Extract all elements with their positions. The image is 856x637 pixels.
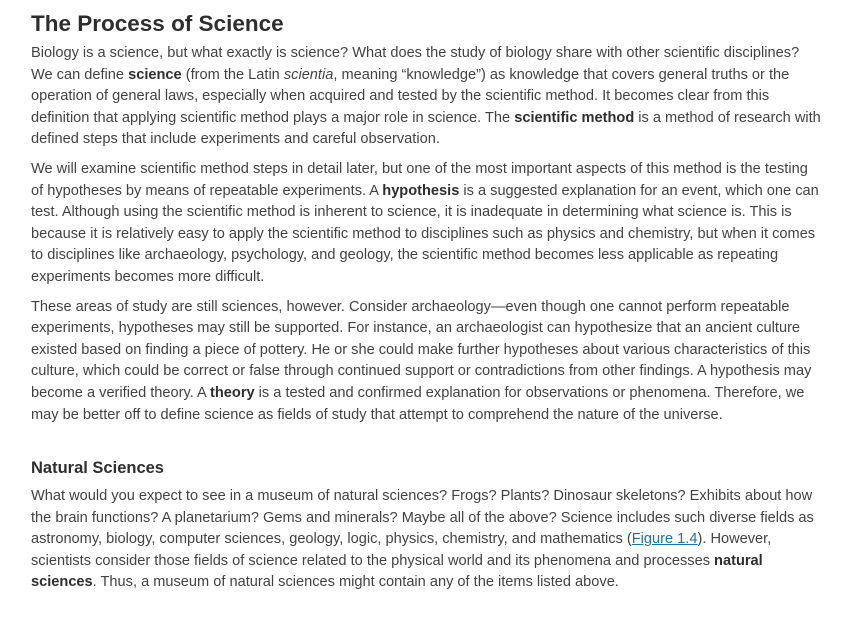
term-science: science xyxy=(128,66,182,83)
text: Biology is a science, but what exactly is science? What does the study of biology share with other scientific disciplines? We can define xyxy=(31,45,800,83)
paragraph-theory xyxy=(31,297,821,427)
text: These areas of study are still sciences, however. Consider archaeology—even though one cannot perform repeatable experiments, hypotheses may still be supported. For instance, an archaeologist can hypothesize that an ancient culture existed based on finding a piece of pottery. He or she could make further hypotheses about various characteristics of this culture, which could be correct or false through continued support or contradictions from other findings. A hypothesis may become a verified theory. A xyxy=(31,298,812,401)
section-heading-natural-sciences: Natural Sciences xyxy=(31,459,164,478)
term-theory: theory xyxy=(210,384,255,401)
paragraph-hypothesis xyxy=(31,159,821,289)
term-hypothesis: hypothesis xyxy=(382,182,460,199)
latin-term: scientia xyxy=(283,66,334,83)
text: What would you expect to see in a museum of natural sciences? Frogs? Plants? Dinosaur skeletons? Exhibits about how the brain functions? A planetarium? Gems and minerals? Maybe all of the above? Science includes such diverse fields as astronomy, biology, computer sciences, geology, logic, physics, chemistry, and mathematics ( xyxy=(31,488,814,548)
figure-link[interactable]: Figure 1.4 xyxy=(631,531,698,548)
page-title: The Process of Science xyxy=(31,11,284,36)
text: is a tested and confirmed explanation for observations or phenomena. Therefore, we may be better off to define science as fields of study that attempt to comprehend the nature of the universe. xyxy=(31,384,805,423)
text: is a suggested explanation for an event, which one can test. Although using the scientific method is inherent to science, it is inadequate in determining what science is. This is because it is relatively easy to apply the scientific method to disciplines such as physics and chemistry, but when it comes to disciplines like archaeology, psychology, and geology, the scientific method becomes less applicable as repeating experiments becomes more difficult. xyxy=(31,182,819,285)
paragraph-science-definition xyxy=(31,43,821,151)
text: , meaning “knowledge”) as knowledge that covers general truths or the operation of general laws, especially when acquired and tested by the scientific method. It becomes clear from this definition that applying scientific method plays a major role in science. The xyxy=(31,66,790,126)
text: . Thus, a museum of natural sciences might contain any of the items listed above. xyxy=(92,574,619,591)
paragraph-natural-sciences xyxy=(31,486,821,594)
text: ). However, scientists consider those fields of science related to the physical world and its phenomena and processes xyxy=(31,531,772,569)
term-scientific-method: scientific method xyxy=(514,109,635,126)
term-natural-sciences: natural sciences xyxy=(31,552,763,591)
text: We will examine scientific method steps in detail later, but one of the most important aspects of this method is the testing of hypotheses by means of repeatable experiments. A xyxy=(31,160,808,199)
text: (from the Latin xyxy=(181,66,284,83)
text: is a method of research with defined steps that include experiments and careful observation. xyxy=(31,109,821,148)
